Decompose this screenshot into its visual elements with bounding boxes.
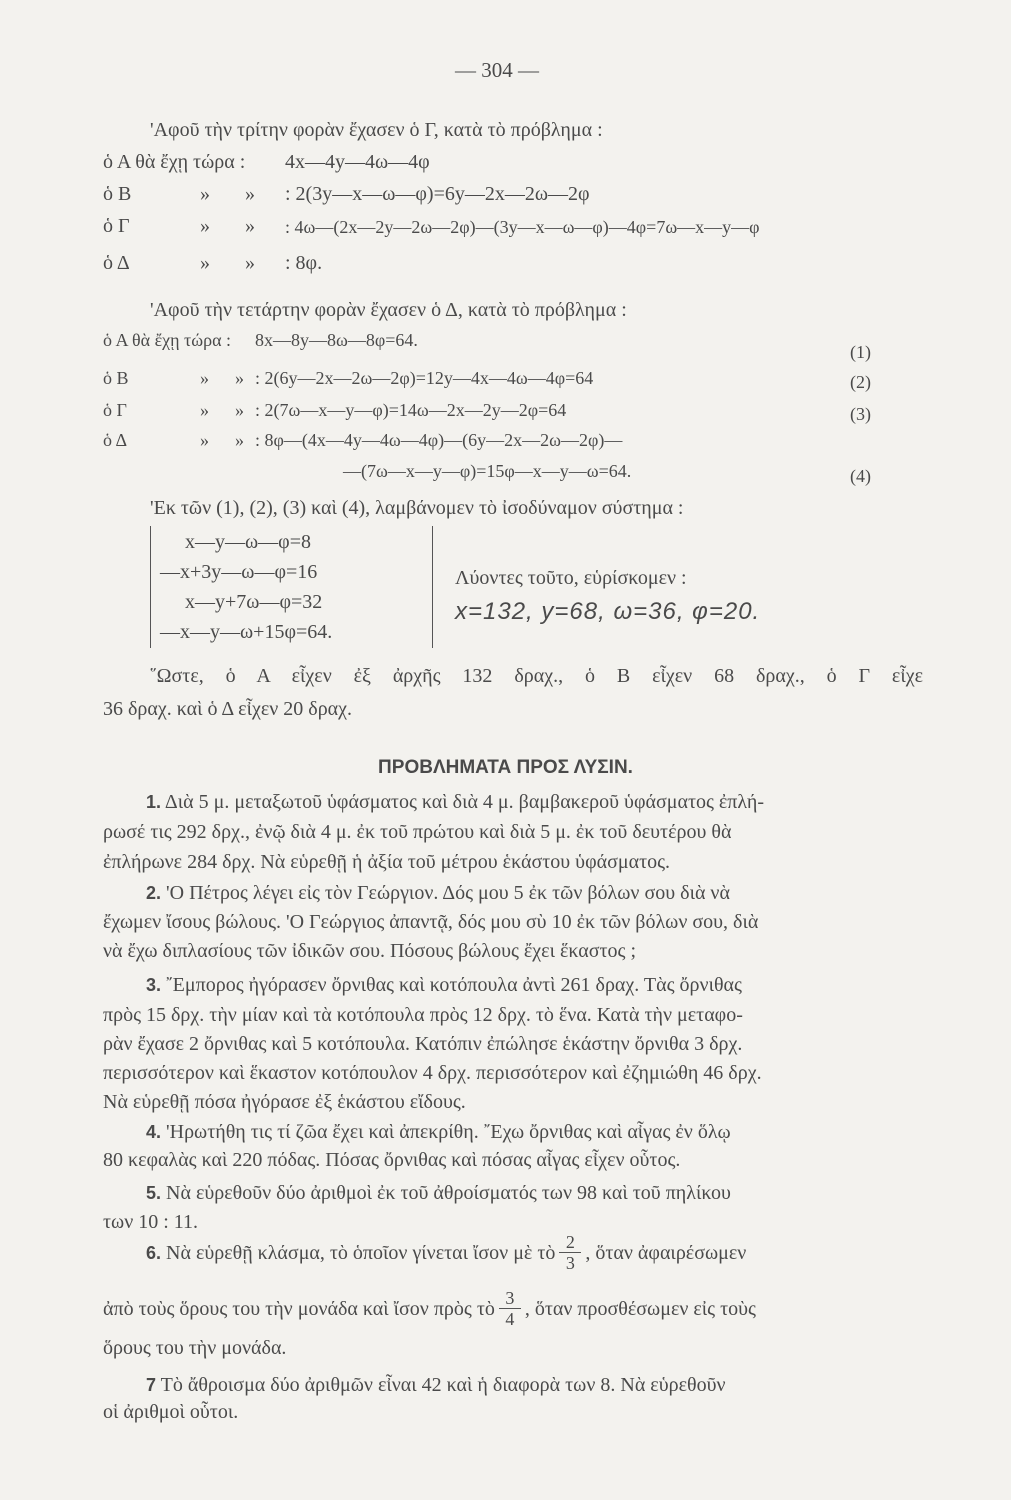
problem-line xyxy=(146,1373,726,1397)
problem-text: 'Ο Πέτρος λέγει εἰς τὸν Γεώργιον. Δός μου 5 ἐκ τῶν βόλων σου διὰ νὰ xyxy=(166,882,730,904)
row-c-expr: : 2(7ω—x—y—φ)=14ω—2x—2y—2φ=64 xyxy=(255,400,567,420)
ditto-mark: » xyxy=(200,430,209,450)
row-a-expr: 4x—4y—4ω—4φ xyxy=(285,151,430,173)
problem-line xyxy=(146,1120,731,1144)
problem-text: , ὅταν προσθέσωμεν εἰς τοὺς xyxy=(524,1297,756,1320)
equation-tag: (4) xyxy=(850,466,871,486)
row-d-expr: : 8φ. xyxy=(285,252,323,274)
fraction-numerator: 2 xyxy=(565,1232,575,1252)
section-heading: ΠΡΟΒΛΗΜΑΤΑ ΠΡΟΣ ΛΥΣΙΝ. xyxy=(378,757,633,778)
problem-number: 6. xyxy=(146,1242,162,1263)
problem-line: νὰ ἔχω διπλασίους τῶν ἰδικῶν σου. Πόσους βώλους ἔχει ἕκαστος ; xyxy=(103,940,637,962)
problem-text: Νὰ εὑρεθοῦν δύο ἀριθμοὶ ἐκ τοῦ ἀθροίσματός των 98 καὶ τοῦ πηλίκου xyxy=(166,1182,731,1204)
system-equation: —x+3y—ω—φ=16 xyxy=(160,561,318,583)
fraction-three-quarters xyxy=(499,1288,521,1329)
fraction-two-thirds xyxy=(559,1232,581,1273)
problem-line: Νὰ εὑρεθῇ πόσα ἠγόρασε ἐξ ἑκάστου εἴδους. xyxy=(103,1091,466,1113)
paragraph-third-intro: 'Αφοῦ τὴν τρίτην φορὰν ἔχασεν ὁ Γ, κατὰ τὸ πρόβλημα : xyxy=(150,119,603,141)
row-a-label: ὁ Α θὰ ἔχῃ τώρα : xyxy=(103,330,232,350)
problem-line: οἱ ἀριθμοὶ οὗτοι. xyxy=(103,1401,239,1423)
system-left-rule xyxy=(150,526,151,648)
conclusion-text: ῞Ωστε, ὁ Α εἶχεν ἐξ ἀρχῆς 132 δραχ., ὁ Β εἶχεν 68 δραχ., ὁ Γ εἶχε xyxy=(150,665,923,687)
problem-line: ρὰν ἔχασε 2 ὄρνιθας καὶ 5 κοτόπουλα. Κατόπιν ἐπώλησε ἑκάστην ὄρνιθα 3 δρχ. xyxy=(103,1033,743,1055)
problem-number: 1. xyxy=(146,792,162,812)
system-intro: 'Εκ τῶν (1), (2), (3) καὶ (4), λαμβάνομεν τὸ ἰσοδύναμον σύστημα : xyxy=(150,497,684,519)
problem-line xyxy=(146,1181,731,1205)
row-b-label: ὁ Β xyxy=(103,183,132,205)
problem-text: Τὸ ἄθροισμα δύο ἀριθμῶν εἶναι 42 καὶ ἡ διαφορὰ των 8. Νὰ εὑρεθοῦν xyxy=(160,1374,726,1396)
fraction-numerator: 3 xyxy=(505,1288,515,1308)
problem-line xyxy=(146,973,742,997)
problem-line: ἐπλήρωνε 284 δρχ. Νὰ εὑρεθῇ ἡ ἀξία τοῦ μέτρου ἑκάστου ὑφάσματος. xyxy=(103,851,671,873)
problem-line: των 10 : 11. xyxy=(103,1211,199,1233)
problem-line: ὅρους του τὴν μονάδα. xyxy=(103,1337,287,1359)
row-a-label: ὁ Α θὰ ἔχῃ τώρα : xyxy=(103,151,246,173)
problem-line xyxy=(146,881,730,905)
paragraph-fourth-intro: 'Αφοῦ τὴν τετάρτην φορὰν ἔχασεν ὁ Δ, κατὰ τὸ πρόβλημα : xyxy=(150,299,627,321)
problem-number: 7 xyxy=(146,1375,157,1395)
ditto-mark: » xyxy=(200,400,209,420)
ditto-mark: » xyxy=(200,368,209,388)
problem-line xyxy=(146,1232,746,1273)
problem-line: περισσότερον καὶ ἕκαστον κοτόπουλον 4 δρχ. περισσότερον καὶ ἐζημιώθη 46 δρχ. xyxy=(103,1062,762,1084)
problem-number: 4. xyxy=(146,1122,162,1142)
system-equation: —x—y—ω+15φ=64. xyxy=(160,621,333,643)
row-c-expr: : 4ω—(2x—2y—2ω—2φ)—(3y—x—ω—φ)—4φ=7ω—x—y—φ xyxy=(285,217,760,237)
problem-text: 'Ηρωτήθη τις τί ζῶα ἔχει καὶ ἀπεκρίθη. ῎Εχω ὄρνιθας καὶ αἶγας ἐν ὅλῳ xyxy=(166,1121,731,1143)
problem-line: 80 κεφαλὰς καὶ 220 πόδας. Πόσας ὄρνιθας καὶ πόσας αἶγας εἶχεν οὗτος. xyxy=(103,1149,681,1171)
ditto-mark: » xyxy=(235,368,244,388)
row-b-label: ὁ Β xyxy=(103,368,129,388)
ditto-mark: » xyxy=(200,252,210,274)
problem-text: ῎Εμπορος ἠγόρασεν ὄρνιθας καὶ κοτόπουλα ἀντὶ 261 δραχ. Τὰς ὄρνιθας xyxy=(166,974,742,996)
system-equation: x—y+7ω—φ=32 xyxy=(185,591,323,613)
system-right-rule xyxy=(432,526,433,648)
problem-number: 2. xyxy=(146,883,162,903)
problem-number: 3. xyxy=(146,975,162,995)
ditto-mark: » xyxy=(200,215,210,237)
problem-text: , ὅταν ἀφαιρέσωμεν xyxy=(585,1241,747,1264)
row-c-label: ὁ Γ xyxy=(103,215,130,237)
problem-number: 5. xyxy=(146,1183,162,1203)
ditto-mark: » xyxy=(200,183,210,205)
problem-text: Νὰ εὑρεθῇ κλάσμα, τὸ ὁποῖον γίνεται ἴσον μὲ τὸ xyxy=(166,1241,556,1264)
conclusion-line xyxy=(103,664,923,688)
row-b-expr: : 2(3y—x—ω—φ)=6y—2x—2ω—2φ xyxy=(285,183,590,205)
solution: x=132, y=68, ω=36, φ=20. xyxy=(455,598,761,625)
row-d-expr: : 8φ—(4x—4y—4ω—4φ)—(6y—2x—2ω—2φ)— xyxy=(255,430,623,450)
page-number: — 304 — xyxy=(455,58,539,82)
problem-line: πρὸς 15 δρχ. τὴν μίαν καὶ τὰ κοτόπουλα πρὸς 12 δρχ. τὸ ἕνα. Κατὰ τὴν μεταφο- xyxy=(103,1004,743,1026)
problem-line xyxy=(103,1288,756,1329)
row-d-continuation: —(7ω—x—y—φ)=15φ—x—y—ω=64. xyxy=(343,461,632,481)
row-d-label: ὁ Δ xyxy=(103,430,128,450)
equation-tag: (3) xyxy=(850,404,871,424)
row-c-label: ὁ Γ xyxy=(103,400,127,420)
solving-label: Λύοντες τοῦτο, εὑρίσκομεν : xyxy=(455,567,687,589)
equation-tag: (1) xyxy=(850,342,871,362)
ditto-mark: » xyxy=(235,400,244,420)
problem-text: ἀπὸ τοὺς ὅρους του τὴν μονάδα καὶ ἴσον πρὸς τὸ xyxy=(103,1297,495,1320)
ditto-mark: » xyxy=(245,183,255,205)
ditto-mark: » xyxy=(245,252,255,274)
ditto-mark: » xyxy=(245,215,255,237)
fraction-denominator: 3 xyxy=(565,1253,575,1273)
row-d-label: ὁ Δ xyxy=(103,252,130,274)
system-equation: x—y—ω—φ=8 xyxy=(185,531,311,553)
row-b-expr: : 2(6y—2x—2ω—2φ)=12y—4x—4ω—4φ=64 xyxy=(255,368,594,388)
problem-text: Διὰ 5 μ. μεταξωτοῦ ὑφάσματος καὶ διὰ 4 μ. βαμβακεροῦ ὑφάσματος ἐπλή- xyxy=(164,791,765,813)
fraction-denominator: 4 xyxy=(505,1309,515,1329)
problem-line: ἔχωμεν ἴσους βώλους. 'Ο Γεώργιος ἀπαντᾷ, δός μου σὺ 10 ἐκ τῶν βόλων σου, διὰ xyxy=(103,911,759,933)
row-a-expr: 8x—8y—8ω—8φ=64. xyxy=(255,330,418,350)
equation-tag: (2) xyxy=(850,372,871,392)
problem-line xyxy=(146,790,764,814)
conclusion-line: 36 δραχ. καὶ ὁ Δ εἶχεν 20 δραχ. xyxy=(103,698,353,720)
problem-line: ρωσέ τις 292 δρχ., ἐνῷ διὰ 4 μ. ἐκ τοῦ πρώτου καὶ διὰ 5 μ. ἐκ τοῦ δευτέρου θὰ xyxy=(103,821,732,843)
ditto-mark: » xyxy=(235,430,244,450)
